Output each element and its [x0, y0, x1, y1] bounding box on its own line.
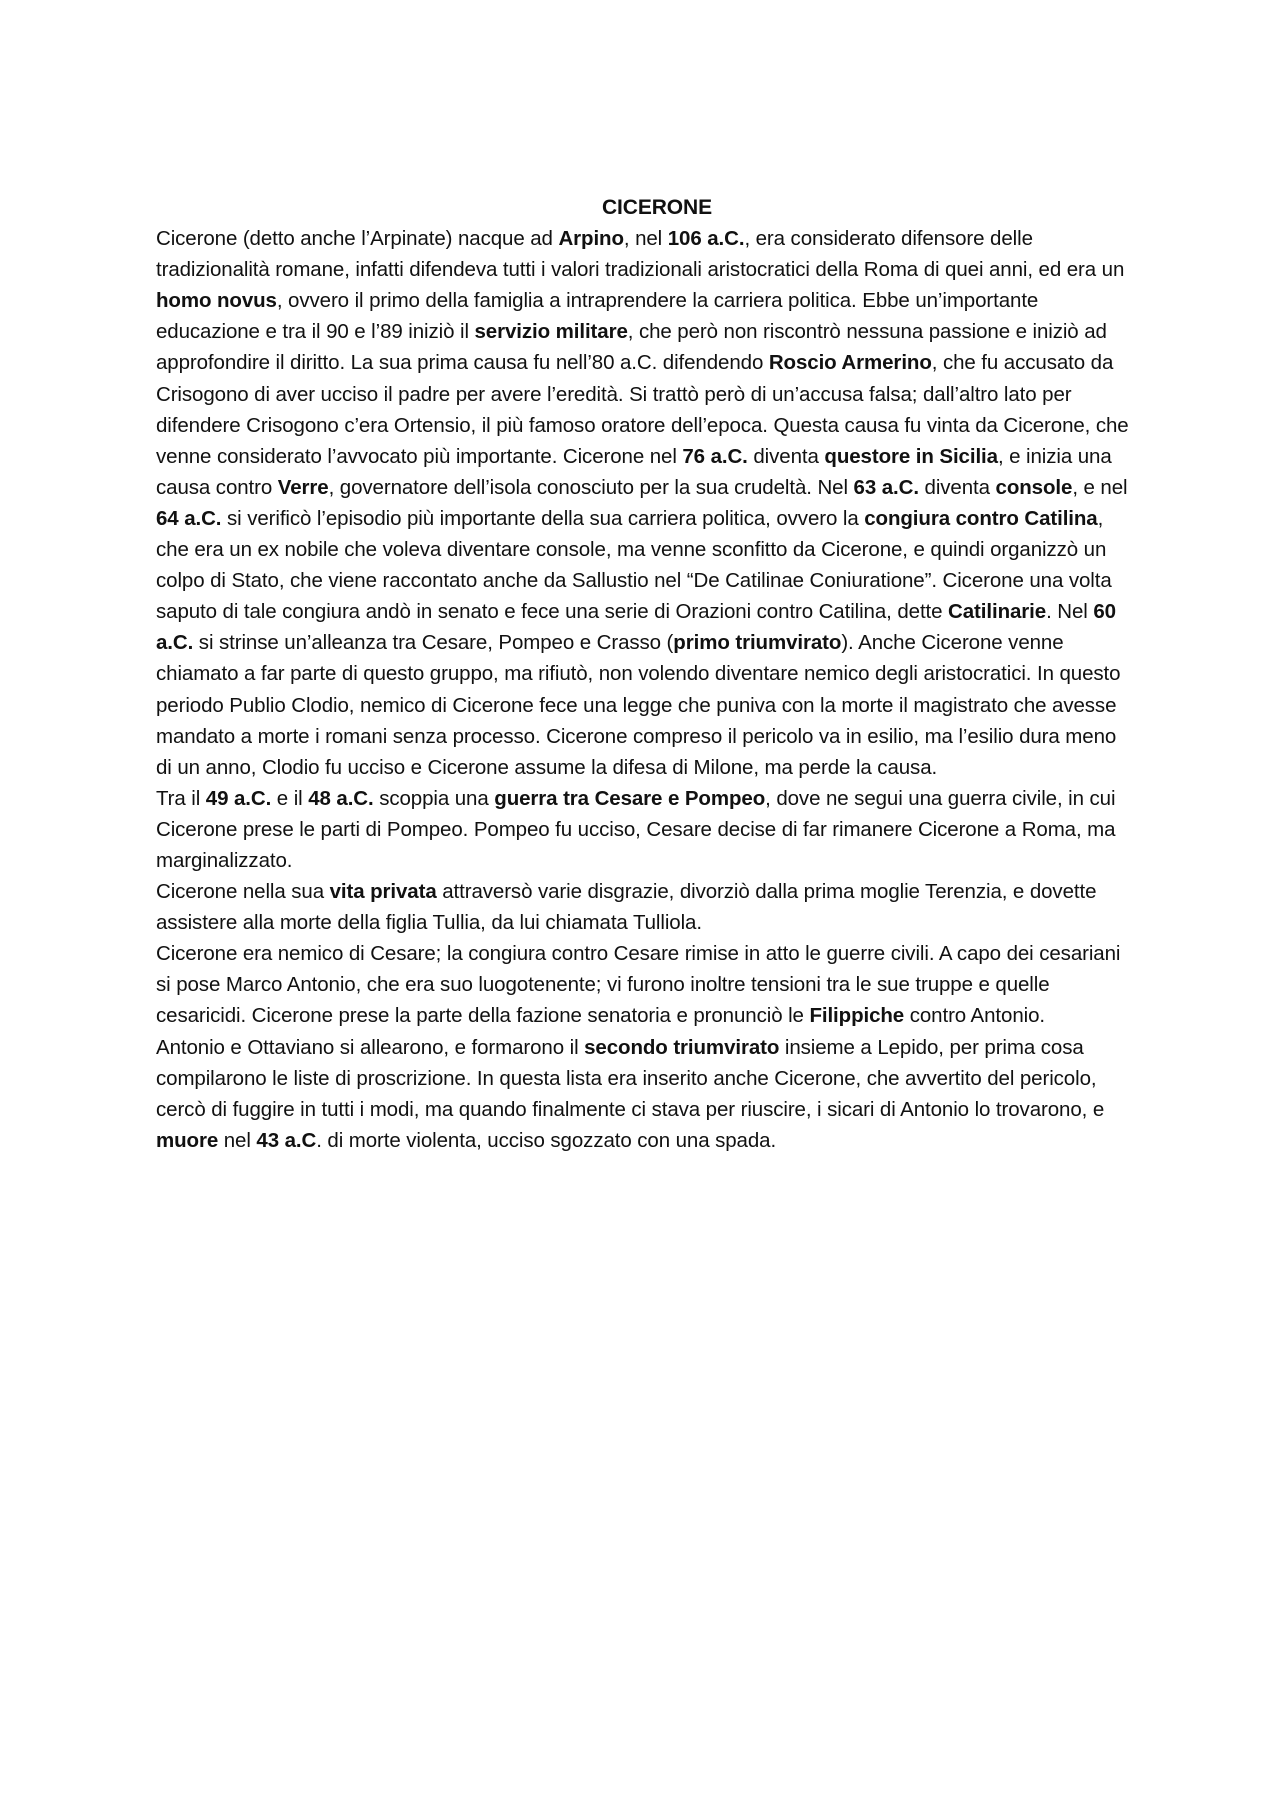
- text-run: e il: [271, 786, 309, 810]
- text-run: Cicerone era nemico di Cesare; la congiura contro Cesare rimise in atto le guerre civili. A capo dei cesariani si pose Marco Antonio, che era suo luogotenente; vi furono inoltre tensioni tra le sue truppe e quelle cesaricidi. Cicerone prese la parte della fazione senatoria e pronunciò le: [156, 942, 1121, 1028]
- bold-text-run: questore in Sicilia: [824, 444, 998, 468]
- bold-text-run: congiura contro Catilina: [864, 506, 1098, 530]
- text-run: , era considerato difensore delle tradizionalità romane, infatti difendeva tutti i valori tradizionali aristocratici della Roma di quei anni, ed era un: [156, 227, 1125, 282]
- text-run: attraversò varie disgrazie, divorziò dalla prima moglie Terenzia, e dovette assistere alla morte della figlia Tullia, da lui chiamata Tulliola.: [156, 880, 1097, 935]
- document-body: [156, 192, 1136, 1156]
- bold-text-run: Filippiche: [809, 1004, 905, 1028]
- text-run: , che però non riscontrò nessuna passione e iniziò ad approfondire il diritto. La sua prima causa fu nell’80 a.C. difendendo: [156, 320, 1107, 375]
- text-run: diventa: [747, 444, 825, 468]
- text-run: nel: [218, 1128, 257, 1152]
- text-run: , dove ne segui una guerra civile, in cui Cicerone prese le parti di Pompeo. Pompeo fu ucciso, Cesare decise di far rimanere Cicerone a Roma, ma marginalizzato.: [156, 786, 1116, 872]
- bold-text-run: 49 a.C.: [205, 786, 272, 810]
- text-run: , che era un ex nobile che voleva diventare console, ma venne sconfitto da Cicerone, e quindi organizzò un colpo di Stato, che viene raccontato anche da Sallustio nel “De Catilinae Coniuratione”. Cicerone una volta saputo di tale congiura andò in senato e fece una serie di Orazioni contro Catilina, dette: [156, 506, 1112, 624]
- bold-text-run: 63 a.C.: [853, 475, 919, 499]
- bold-text-run: vita privata: [329, 880, 437, 904]
- text-run: , e nel: [1072, 475, 1128, 499]
- text-run: scoppia una: [373, 786, 495, 810]
- text-run: . di morte violenta, ucciso sgozzato con una spada.: [316, 1128, 777, 1152]
- bold-text-run: homo novus: [156, 289, 277, 313]
- text-run: insieme a Lepido, per prima cosa compilarono le liste di proscrizione. In questa lista era inserito anche Cicerone, che avvertito del pericolo, cercò di fuggire in tutti i modi, ma quando finalmente ci stava per riuscire, i sicari di Antonio lo trovarono, e: [156, 1035, 1105, 1121]
- bold-text-run: Verre: [277, 475, 329, 499]
- text-run: si strinse un’alleanza tra Cesare, Pompeo e Crasso (: [193, 631, 674, 655]
- bold-text-run: 106 a.C.: [667, 227, 745, 251]
- text-run: , nel: [623, 227, 668, 251]
- paragraph-biography: [156, 223, 1136, 783]
- bold-text-run: 48 a.C.: [308, 786, 374, 810]
- bold-text-run: 60 a.C.: [156, 600, 1116, 655]
- document-title: CICERONE: [601, 196, 713, 219]
- bold-text-run: Roscio Armerino: [768, 351, 932, 375]
- bold-text-run: primo triumvirato: [673, 631, 842, 655]
- bold-text-run: secondo triumvirato: [584, 1035, 780, 1059]
- bold-text-run: guerra tra Cesare e Pompeo: [494, 786, 766, 810]
- text-run: Tra il: [156, 786, 206, 810]
- text-run: Antonio e Ottaviano si allearono, e formarono il: [156, 1035, 585, 1059]
- text-run: , che fu accusato da Crisogono di aver ucciso il padre per avere l’eredità. Si trattò però di un’accusa falsa; dall’altro lato per difendere Crisogono c’era Ortensio, il più famoso oratore dell’epoca. Questa causa fu vinta da Cicerone, che venne considerato l’avvocato più importante. Cicerone nel: [156, 351, 1129, 468]
- text-run: contro Antonio.: [904, 1004, 1045, 1028]
- text-run: Cicerone nella sua: [156, 880, 330, 904]
- text-run: ). Anche Cicerone venne chiamato a far parte di questo gruppo, ma rifiutò, non volendo diventare nemico degli aristocratici. In questo periodo Publio Clodio, nemico di Cicerone fece una legge che puniva con la morte il magistrato che avesse mandato a morte i romani senza processo. Cicerone compreso il pericolo va in esilio, ma l’esilio dura meno di un anno, Clodio fu ucciso e Cicerone assume la difesa di Milone, ma perde la causa.: [156, 631, 1121, 779]
- bold-text-run: Arpino: [558, 227, 624, 251]
- paragraph-death: [156, 1032, 1136, 1156]
- bold-text-run: console: [995, 475, 1073, 499]
- text-run: , e inizia una causa contro: [156, 444, 1112, 499]
- text-run: diventa: [918, 475, 996, 499]
- bold-text-run: Catilinarie: [948, 600, 1047, 624]
- text-run: si verificò l’episodio più importante della sua carriera politica, ovvero la: [221, 506, 865, 530]
- text-run: , governatore dell’isola conosciuto per la sua crudeltà. Nel: [328, 475, 854, 499]
- text-run: , ovvero il primo della famiglia a intraprendere la carriera politica. Ebbe un’importante educazione e tra il 90 e l’89 iniziò il: [156, 289, 1039, 344]
- bold-text-run: muore: [156, 1128, 219, 1152]
- text-run: . Nel: [1046, 600, 1094, 624]
- paragraph-caesar-conflict: [156, 938, 1136, 1031]
- paragraph-civil-war: [156, 783, 1136, 876]
- text-run: Cicerone (detto anche l’Arpinate) nacque ad: [156, 227, 559, 251]
- bold-text-run: 76 a.C.: [682, 444, 748, 468]
- bold-text-run: 64 a.C.: [156, 506, 222, 530]
- bold-text-run: 43 a.C: [256, 1128, 317, 1152]
- bold-text-run: servizio militare: [474, 320, 628, 344]
- paragraph-private-life: [156, 876, 1136, 938]
